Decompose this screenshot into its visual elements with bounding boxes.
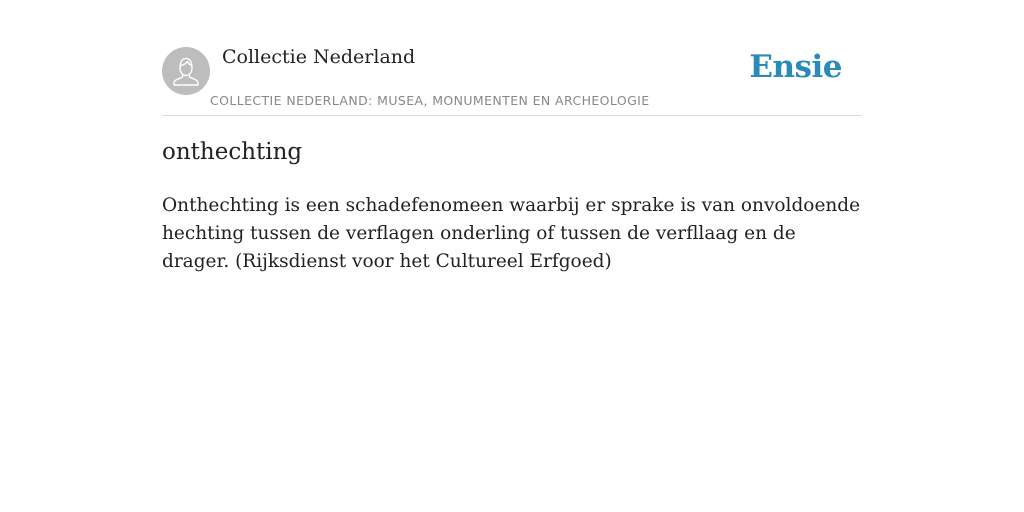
entry-card xyxy=(162,0,862,272)
author-name-link[interactable]: Collectie Nederland xyxy=(222,46,416,68)
entry-definition: Onthechting is een schadefenomeen waarbij er sprake is van onvoldoende hechting tussen de verflagen onderling of tussen de verfllaag en de drager. (Rijksdienst voor het Cultureel Erfgoed) xyxy=(162,195,861,272)
entry-header xyxy=(162,0,862,116)
source-label: COLLECTIE NEDERLAND: MUSEA, MONUMENTEN EN ARCHEOLOGIE xyxy=(210,93,650,108)
entry-title: onthechting xyxy=(162,139,303,165)
user-silhouette-icon xyxy=(162,47,210,95)
ensie-logo[interactable]: Ensie xyxy=(749,49,842,85)
user-avatar-icon[interactable] xyxy=(162,47,210,95)
